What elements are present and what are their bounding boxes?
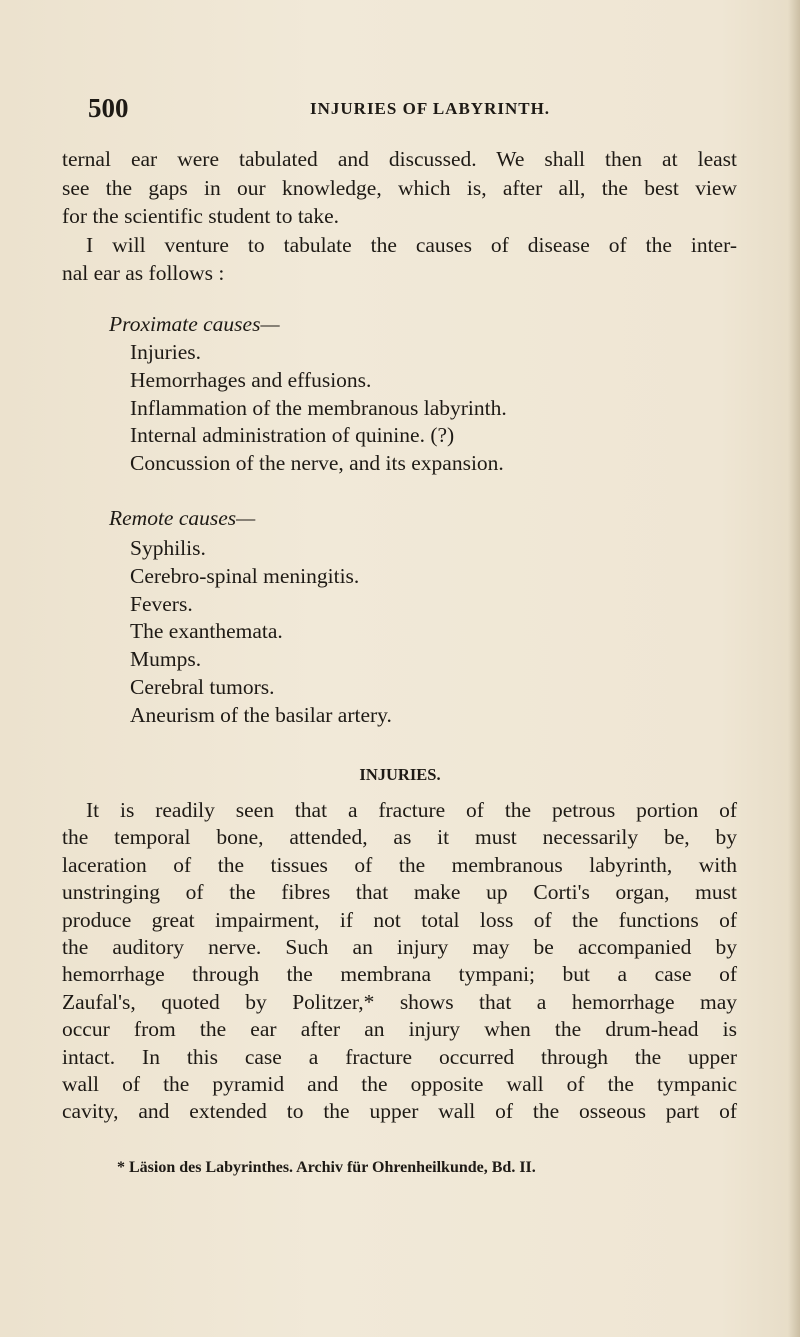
text-line: unstringing of the fibres that make up Corti's organ, must [62,880,737,905]
list-item: Fevers. [130,591,193,616]
list-item: Inflammation of the membranous labyrinth. [130,395,507,420]
page-header [88,93,748,123]
text-line: the temporal bone, attended, as it must necessarily be, by [62,825,737,850]
intro-paragraph [62,145,737,288]
list-item: Concussion of the nerve, and its expansion. [130,451,504,476]
text-line: wall of the pyramid and the opposite wall of the tympanic [62,1072,737,1097]
list-item: Mumps. [130,647,202,672]
remote-causes-heading: Remote causes— [109,506,256,530]
text-line: I will venture to tabulate the causes of disease of the inter- [86,232,737,257]
page-number: 500 [88,93,129,123]
list-item: The exanthemata. [130,619,283,644]
list-item: Aneurism of the basilar artery. [130,702,392,727]
text-line: ternal ear were tabulated and discussed. We shall then at least [62,147,737,171]
list-item: Hemorrhages and effusions. [130,367,372,392]
injuries-heading: INJURIES. [359,765,441,784]
injuries-paragraph [62,797,737,1126]
running-head: INJURIES OF LABYRINTH. [310,99,551,118]
proximate-causes-list [130,339,507,478]
text-line: the auditory nerve. Such an injury may be accompanied by [62,935,737,960]
text-line: produce great impairment, if not total loss of the functions of [62,907,737,932]
text-line: occur from the ear after an injury when the drum-head is [62,1017,737,1042]
list-item: Cerebral tumors. [130,674,275,699]
text-line: see the gaps in our knowledge, which is, after all, the best view [62,175,737,200]
remote-causes-list [130,535,392,730]
text-line: nal ear as follows : [62,261,225,286]
text-line: laceration of the tissues of the membranous labyrinth, with [62,852,737,877]
text-line: cavity, and extended to the upper wall of the osseous part of [62,1099,737,1124]
text-line: for the scientific student to take. [62,204,340,229]
list-item: Cerebro-spinal meningitis. [130,563,360,588]
footnote: * Läsion des Labyrinthes. Archiv für Ohrenheilkunde, Bd. II. [117,1159,536,1176]
list-item: Injuries. [130,340,202,364]
list-item: Internal administration of quinine. (?) [130,423,455,448]
proximate-causes-heading: Proximate causes— [109,312,280,336]
text-line: hemorrhage through the membrana tympani; but a case of [62,962,737,987]
text-line: It is readily seen that a fracture of the petrous portion of [86,798,737,822]
list-item: Syphilis. [130,536,206,560]
text-line: Zaufal's, quoted by Politzer,* shows that a hemorrhage may [62,989,737,1014]
text-line: intact. In this case a fracture occurred through the upper [62,1044,737,1069]
page-edge-shadow [788,0,800,1337]
